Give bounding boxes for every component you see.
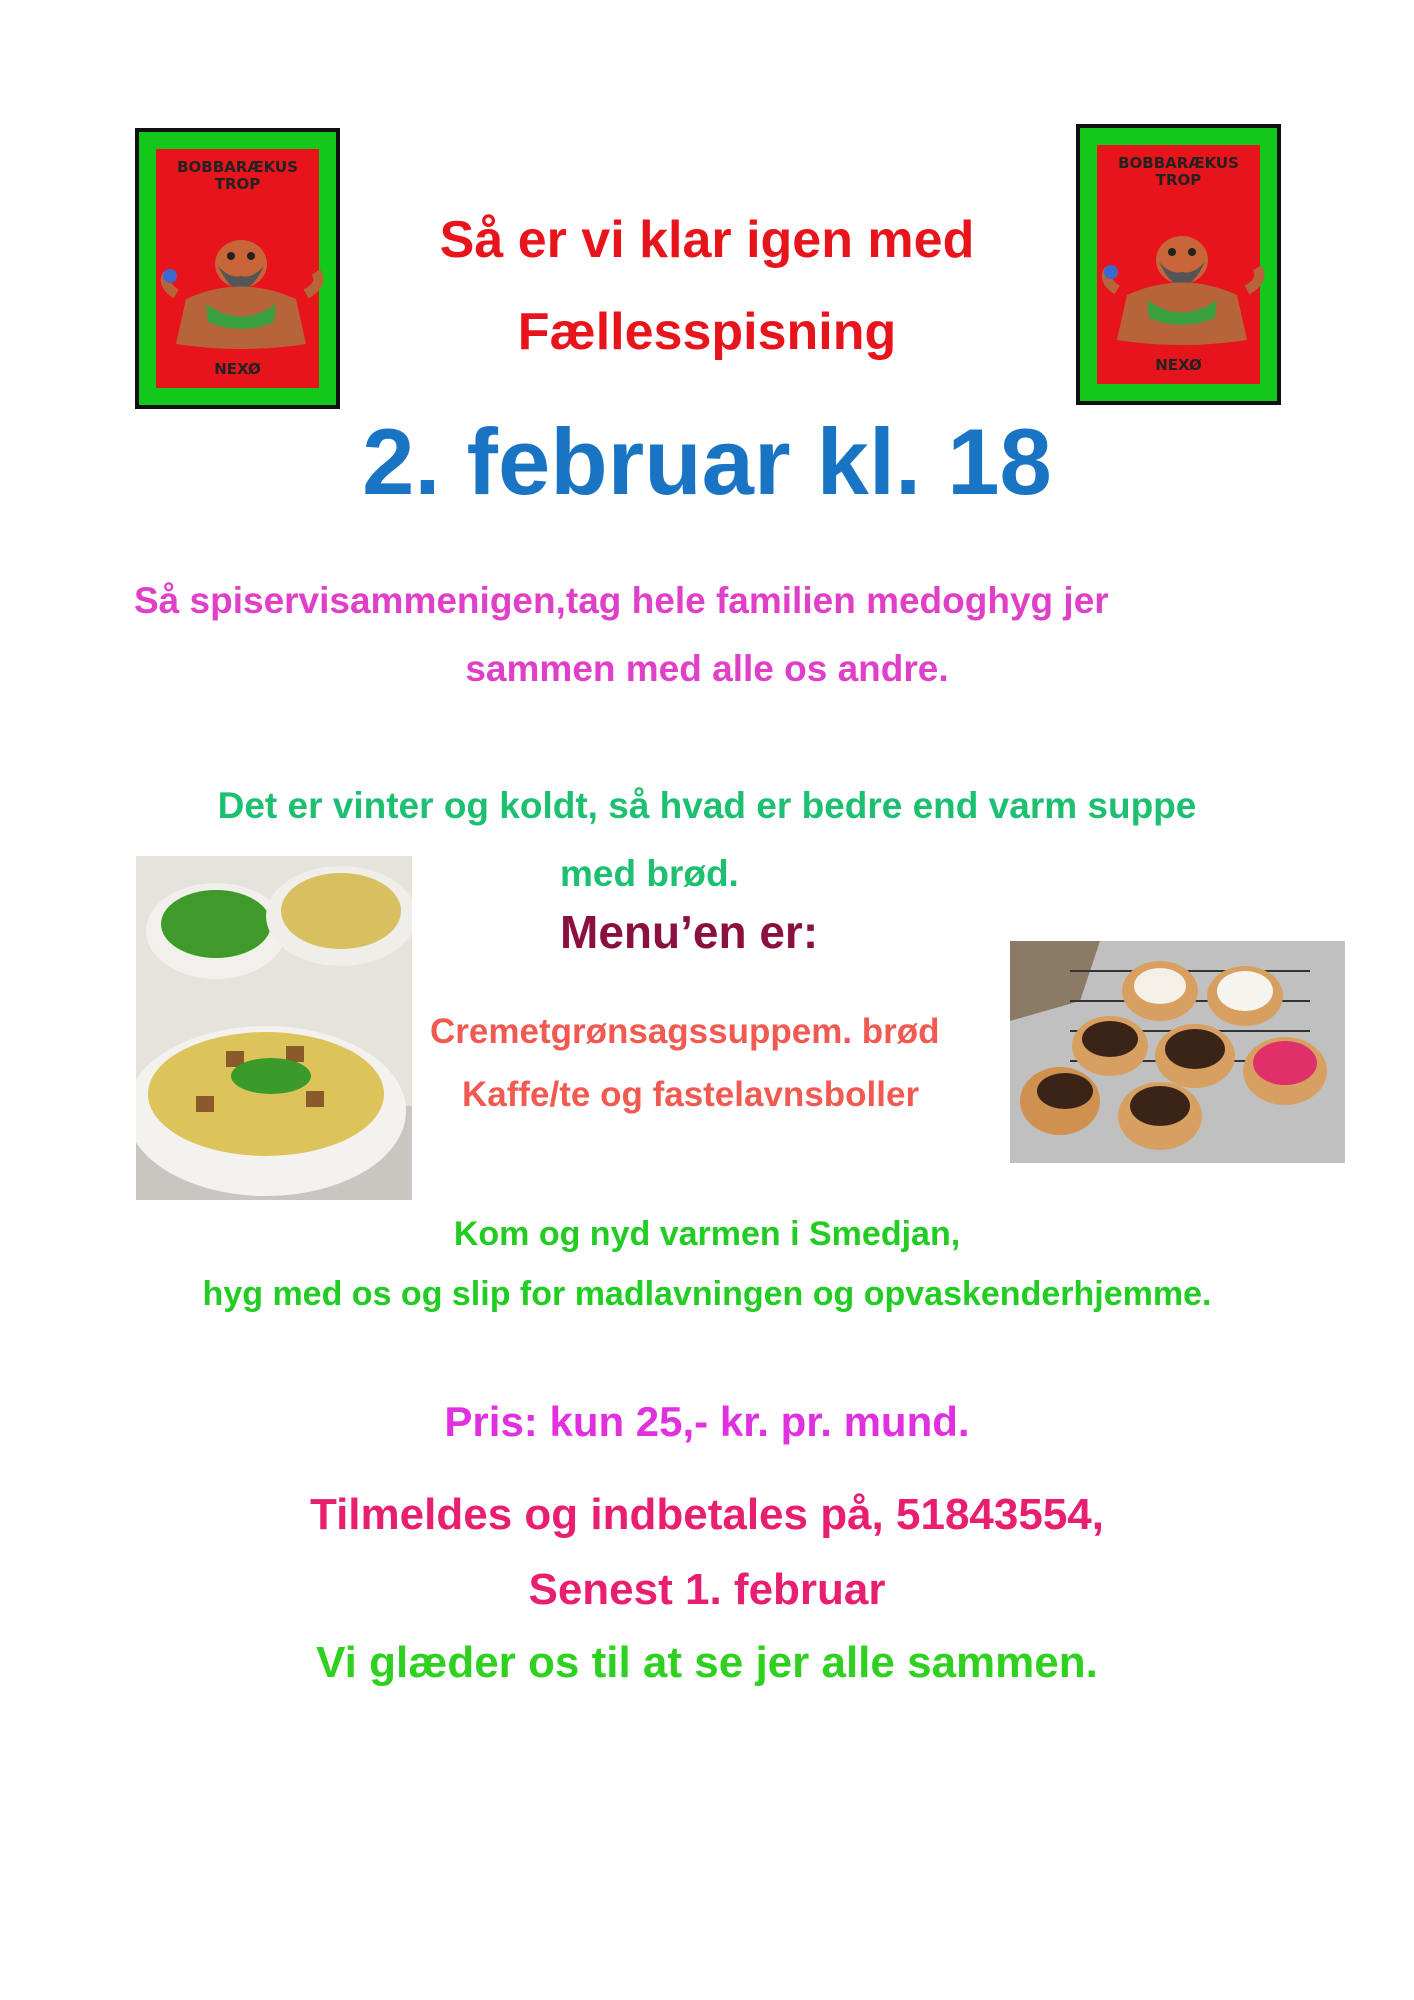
- logo-title: BOBBARÆKUS: [1118, 154, 1239, 172]
- winter-line-2: med brød.: [560, 853, 739, 894]
- logo-subtitle: TROP: [214, 175, 261, 193]
- headline-line-2: Fællesspisning: [517, 303, 897, 361]
- fastelavnsboller-photo: [1010, 941, 1345, 1163]
- logo-town: NEXØ: [1155, 356, 1202, 374]
- troop-logo-right: [1076, 124, 1281, 405]
- headline-line-1: Så er vi klar igen med: [439, 211, 975, 269]
- logo-town: NEXØ: [214, 360, 261, 378]
- winter-line-1: Det er vinter og koldt, så hvad er bedre end varm suppe: [217, 785, 1197, 826]
- logo-subtitle: TROP: [1155, 171, 1202, 189]
- price: Pris: kun 25,- kr. pr. mund.: [444, 1398, 970, 1445]
- logo-panel: [1097, 145, 1260, 384]
- closing-line: Vi glæder os til at se jer alle sammen.: [316, 1638, 1098, 1687]
- troop-logo-left: [135, 128, 340, 409]
- smedjan-line-1: Kom og nyd varmen i Smedjan,: [453, 1215, 961, 1253]
- signup-line-1: Tilmeldes og indbetales på, 51843554,: [310, 1490, 1104, 1539]
- soup-bowl-photo: [136, 856, 412, 1200]
- smedjan-line-2: hyg med os og slip for madlavningen og opvaskenderhjemme.: [202, 1275, 1212, 1313]
- menu-item-coffee: Kaffe/te og fastelavnsboller: [462, 1075, 920, 1114]
- troll-mascot-icon: [156, 204, 327, 354]
- event-date: 2. februar kl. 18: [362, 409, 1052, 514]
- logo-title: BOBBARÆKUS: [177, 158, 298, 176]
- menu-title: Menu’en er:: [560, 906, 819, 958]
- intro-line-2: sammen med alle os andre.: [465, 648, 949, 689]
- signup-deadline: Senest 1. februar: [528, 1565, 886, 1614]
- logo-panel: [156, 149, 319, 388]
- troll-mascot-icon: [1097, 200, 1268, 350]
- menu-item-soup: Cremetgrønsagssuppem. brød: [430, 1012, 940, 1051]
- intro-line-1: Så spiservisammenigen,tag hele familien medoghyg jer: [134, 580, 1109, 621]
